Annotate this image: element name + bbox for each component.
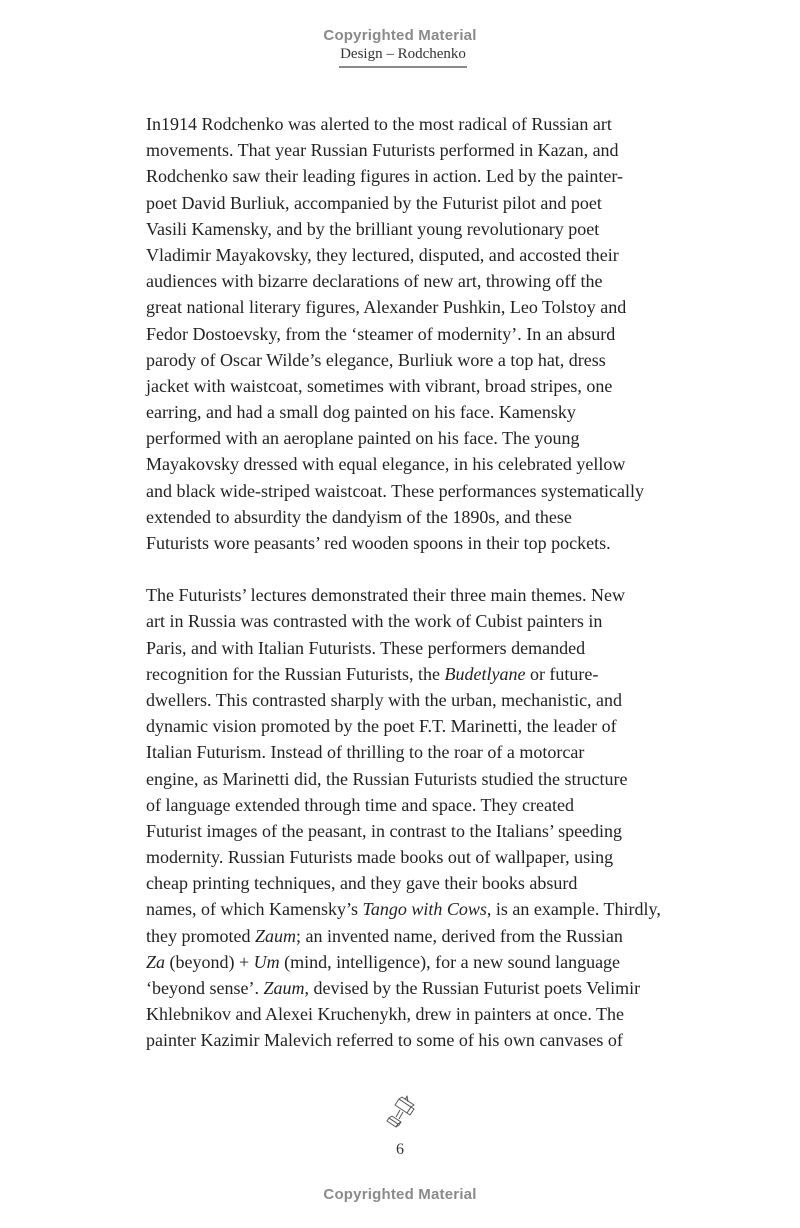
text-segment: great national literary figures, Alexander Pushkin, Leo Tolstoy and [146,297,627,318]
text-segment: Fedor Dostoevsky, from the ‘steamer of modernity’. In an absurd [146,323,616,344]
text-line [146,582,658,608]
copyright-watermark-top: Copyrighted Material [323,27,477,44]
text-segment: In1914 Rodchenko was alerted to the most radical of Russian art [146,114,612,134]
paragraph [146,582,661,1053]
text-line [146,163,658,189]
text-segment: of language extended through time and space. They created [146,794,574,815]
text-line [146,896,661,922]
text-line [146,687,658,713]
text-segment: painter Kazimir Malevich referred to some of his own canvases of [146,1030,623,1051]
text-line [146,949,658,975]
stamp-ornament-icon [386,1093,422,1133]
text-line [146,818,658,844]
text-line [146,844,658,870]
text-line [146,399,658,425]
text-line [146,608,658,634]
text-segment: engine, as Marinetti did, the Russian Futurists studied the structure [146,768,628,789]
text-segment: poet David Burliuk, accompanied by the Futurist pilot and poet [146,192,602,213]
text-segment: recognition for the Russian Futurists, the [146,663,445,684]
text-segment: (beyond) + [165,951,254,972]
text-segment: dwellers. This contrasted sharply with the urban, mechanistic, and [146,689,623,710]
text-segment: they promoted [146,925,255,946]
text-segment: audiences with bizarre declarations of new art, throwing off the [146,271,603,292]
text-line [146,373,658,399]
text-line [146,1027,658,1053]
text-line [146,242,658,268]
text-segment: performed with an aeroplane painted on his face. The young [146,428,580,449]
body-text [146,111,661,1054]
text-segment: (mind, intelligence), for a new sound language [279,951,621,972]
text-segment: jacket with waistcoat, sometimes with vibrant, broad stripes, one [146,375,613,396]
text-segment: Vasili Kamensky, and by the brilliant young revolutionary poet [146,218,600,239]
text-line [146,451,658,477]
italic-text: Um [253,951,280,972]
text-segment: ; an invented name, derived from the Russian [296,925,623,946]
italic-text: Tango with Cows [362,899,487,920]
text-segment: Paris, and with Italian Futurists. These performers demanded [146,637,586,658]
text-line [146,739,658,765]
text-line [146,478,658,504]
text-segment: art in Russia was contrasted with the work of Cubist painters in [146,611,603,632]
text-line [146,1001,658,1027]
text-segment: Mayakovsky dressed with equal elegance, in his celebrated yellow [146,454,626,475]
text-line [146,347,658,373]
text-segment: or future- [525,663,599,684]
text-line [146,111,658,137]
text-segment: and black wide-striped waistcoat. These performances systematically [146,480,644,501]
text-segment: modernity. Russian Futurists made books out of wallpaper, using [146,847,614,868]
text-line [146,425,658,451]
text-line [146,294,658,320]
copyright-watermark-bottom: Copyrighted Material [323,1186,477,1203]
page-number: 6 [396,1141,404,1158]
text-line [146,504,658,530]
text-segment: parody of Oscar Wilde’s elegance, Burliuk wore a top hat, dress [146,349,606,370]
text-segment: cheap printing techniques, and they gave their books absurd [146,873,578,894]
text-line [146,923,658,949]
text-segment: ‘beyond sense’. [146,978,264,998]
text-segment: Futurists wore peasants’ red wooden spoons in their top pockets. [146,533,611,553]
text-segment: Vladimir Mayakovsky, they lectured, disputed, and accosted their [146,244,619,265]
text-line [146,321,658,347]
text-line [146,137,658,163]
text-segment: The Futurists’ lectures demonstrated their three main themes. New [146,585,626,606]
text-line [146,268,658,294]
italic-text: Budetlyane [444,663,526,684]
text-segment: Rodchenko saw their leading figures in action. Led by the painter- [146,166,623,187]
text-segment: Italian Futurism. Instead of thrilling to the roar of a motorcar [146,742,585,763]
text-line [146,766,658,792]
text-line [146,635,658,661]
text-segment: names, of which Kamensky’s [146,899,363,920]
text-line [146,975,658,1001]
italic-text: Zaum [254,925,296,946]
text-segment: earring, and had a small dog painted on his face. Kamensky [146,402,576,423]
text-line [146,713,658,739]
text-line [146,661,658,687]
italic-text: Za [146,951,166,972]
text-line [146,216,658,242]
text-segment: dynamic vision promoted by the poet F.T. Marinetti, the leader of [146,716,617,737]
text-segment: , devised by the Russian Futurist poets Velimir [304,978,641,998]
italic-text: Zaum [263,978,305,998]
text-segment: Futurist images of the peasant, in contrast to the Italians’ speeding [146,820,623,841]
text-segment: extended to absurdity the dandyism of the 1890s, and these [146,506,572,527]
paragraph [146,111,658,556]
text-segment: , is an example. Thirdly, [486,899,661,920]
text-segment: movements. That year Russian Futurists performed in Kazan, and [146,140,619,161]
paragraph-gap [146,556,658,582]
text-line [146,792,658,818]
text-line [146,870,658,896]
text-segment: Khlebnikov and Alexei Kruchenykh, drew in painters at once. The [146,1004,625,1025]
text-line [146,530,658,556]
text-line [146,190,658,216]
running-head [0,45,800,68]
running-head-title: Design – Rodchenko [339,45,467,68]
